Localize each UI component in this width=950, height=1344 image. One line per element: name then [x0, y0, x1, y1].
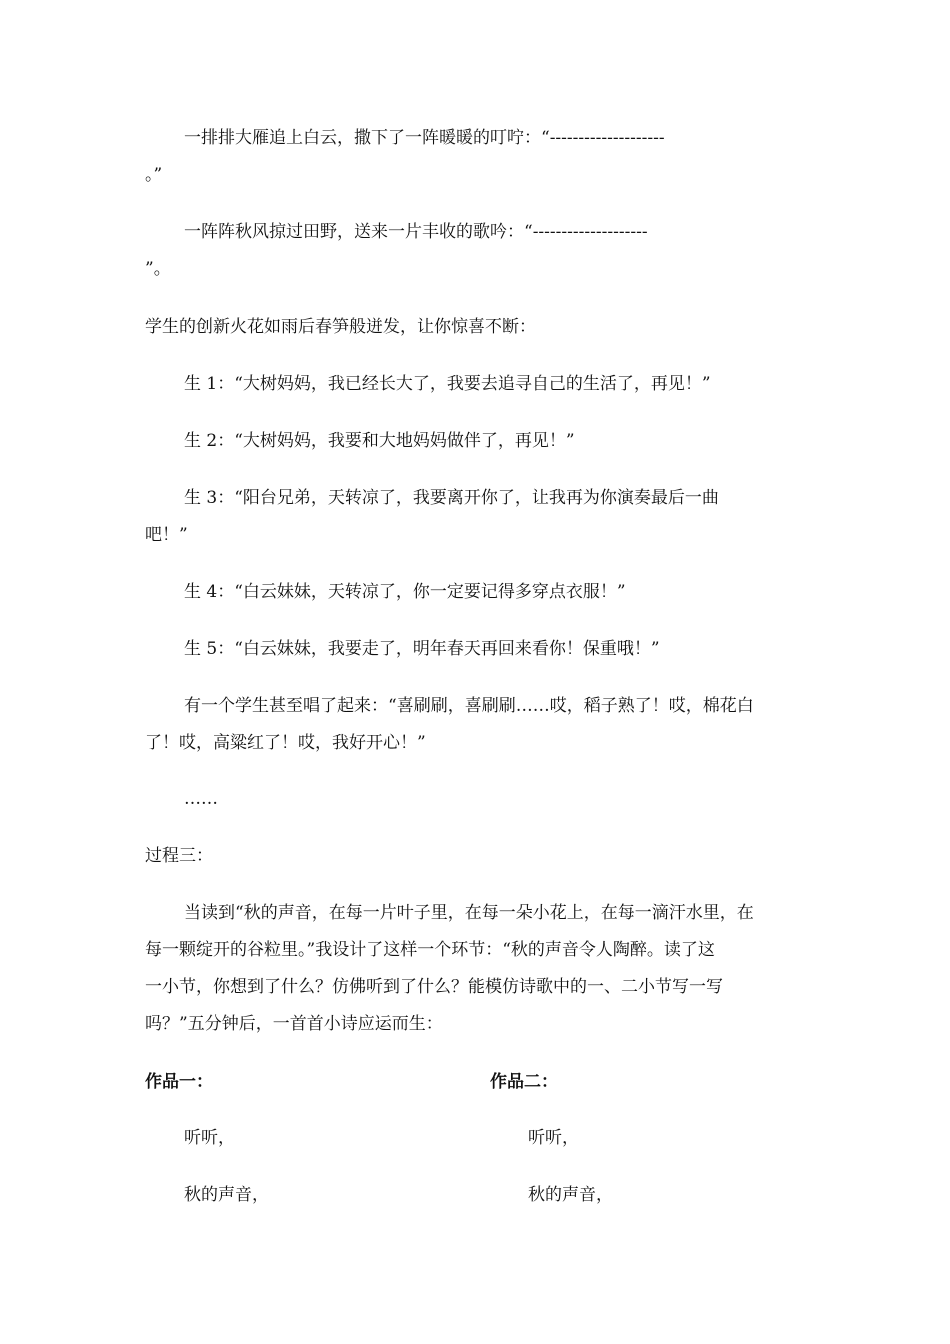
reading-line-1: 当读到“秋的声音，在每一片叶子里，在每一朵小花上，在每一滴汗水里，在 [184, 903, 754, 923]
intro-students: 学生的创新火花如雨后春笋般迸发，让你惊喜不断： [145, 317, 536, 337]
student-4: 生 4：“白云妹妹，天转凉了，你一定要记得多穿点衣服！” [184, 582, 626, 602]
student-1: 生 1：“大树妈妈，我已经长大了，我要去追寻自己的生活了，再见！” [184, 374, 711, 394]
work-2-title: 作品二： [490, 1072, 558, 1092]
reading-line-2: 每一颗绽开的谷粒里。”我设计了这样一个环节：“秋的声音令人陶醉。读了这 [145, 940, 715, 960]
paragraph-1-line-1: 一排排大雁追上白云，撒下了一阵暖暖的叮咛：“-------------------- [184, 128, 665, 148]
singing-line-2: 了！哎，高粱红了！哎，我好开心！” [145, 733, 426, 753]
process-three-heading: 过程三： [145, 846, 213, 866]
ellipsis: …… [184, 789, 218, 809]
student-3-line-2: 吧！” [145, 525, 188, 545]
paragraph-1-line-2: 。” [145, 165, 163, 185]
paragraph-2-line-1: 一阵阵秋风掠过田野，送来一片丰收的歌吟：“-------------------- [184, 222, 648, 242]
paragraph-2-line-2: ”。 [145, 259, 171, 279]
work-2-line-1: 听听， [528, 1128, 579, 1148]
work-1-line-1: 听听， [184, 1128, 235, 1148]
student-3-line-1: 生 3：“阳台兄弟，天转凉了，我要离开你了，让我再为你演奏最后一曲 [184, 488, 719, 508]
reading-line-4: 吗？”五分钟后，一首首小诗应运而生： [145, 1014, 443, 1034]
reading-line-3: 一小节，你想到了什么？仿佛听到了什么？能模仿诗歌中的一、二小节写一写 [145, 977, 723, 997]
student-5: 生 5：“白云妹妹，我要走了，明年春天再回来看你！保重哦！” [184, 639, 660, 659]
work-1-title: 作品一： [145, 1072, 213, 1092]
student-2: 生 2：“大树妈妈，我要和大地妈妈做伴了，再见！” [184, 431, 575, 451]
work-1-line-2: 秋的声音， [184, 1185, 269, 1205]
work-2-line-2: 秋的声音， [528, 1185, 613, 1205]
singing-line-1: 有一个学生甚至唱了起来：“喜刷刷，喜刷刷……哎，稻子熟了！哎，棉花白 [184, 696, 754, 716]
